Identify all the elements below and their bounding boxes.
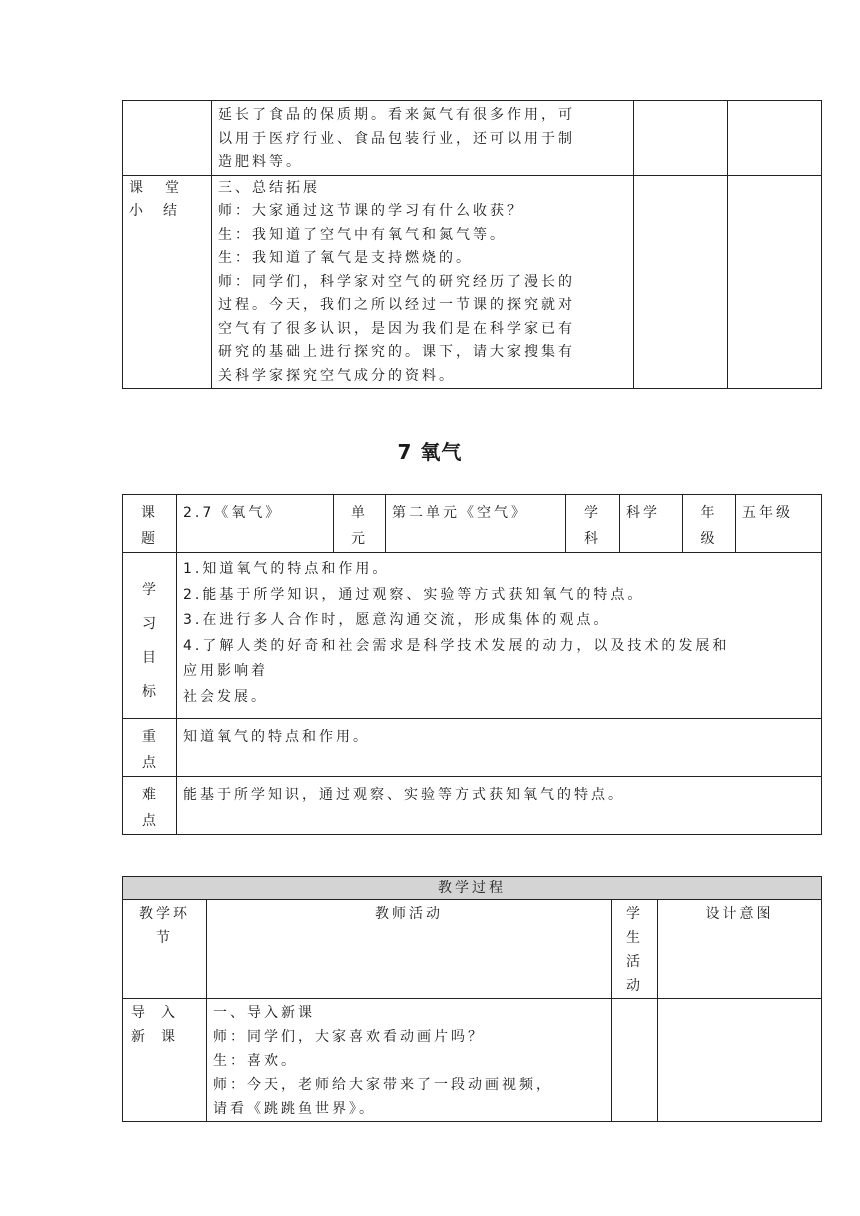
text-line: 师：同学们，科学家对空气的研究经历了漫长的	[218, 273, 575, 290]
process-title	[123, 877, 822, 900]
objective-line: 应用影响着	[183, 663, 268, 679]
header-text: 教师活动	[375, 906, 443, 922]
previous-lesson-table	[122, 100, 822, 389]
difficulty-label	[123, 777, 177, 835]
table-row	[123, 175, 822, 389]
table-row	[123, 999, 822, 1122]
text-line: 以用于医疗行业、食品包装行业，还可以用于制	[218, 130, 575, 147]
objective-line: 3.在进行多人合作时，愿意沟通交流，形成集体的观点。	[183, 612, 611, 628]
header-text: 设计意图	[705, 906, 774, 922]
text-line: 关科学家探究空气成分的资料。	[218, 367, 456, 384]
column-header-row	[123, 900, 822, 999]
stage-cell	[123, 101, 212, 176]
info-row	[123, 495, 822, 553]
subject-label	[566, 495, 620, 553]
text-line: 延长了食品的保质期。看来氮气有很多作用，可	[218, 107, 575, 123]
activity-cell	[207, 999, 612, 1122]
student-activity-header	[612, 900, 658, 999]
value-text: 能基于所学知识，通过观察、实验等方式获知氧气的特点。	[183, 787, 625, 803]
label-text: 年级	[700, 505, 718, 547]
title-text: 教学过程	[438, 880, 506, 896]
text-line: 师：同学们，大家喜欢看动画片吗？	[213, 1029, 485, 1045]
text-line: 生：我知道了氧气是支持燃烧的。	[218, 250, 473, 266]
design-intent-cell	[728, 175, 822, 389]
student-activity-cell	[612, 999, 658, 1122]
label-text: 课题	[141, 505, 158, 547]
student-activity-cell	[634, 101, 728, 176]
unit-value	[386, 495, 566, 553]
text-line: 师：大家通过这节课的学习有什么收获？	[218, 203, 524, 219]
objectives-cell	[177, 553, 822, 719]
subject-value	[620, 495, 683, 553]
grade-value	[736, 495, 822, 553]
text-line: 一、导入新课	[213, 1005, 315, 1021]
objectives-row	[123, 553, 822, 719]
design-intent-cell	[728, 101, 822, 176]
keypoint-row	[123, 719, 822, 777]
text-line: 研究的基础上进行探究的。课下，请大家搜集有	[218, 344, 575, 360]
topic-label	[123, 495, 177, 553]
process-header-row	[123, 877, 822, 900]
teaching-process-table	[122, 876, 822, 1122]
value-text: 第二单元《空气》	[392, 505, 528, 521]
objective-line: 1.知道氧气的特点和作用。	[183, 561, 390, 577]
stage-cell	[123, 999, 207, 1122]
label-text: 单元	[351, 505, 368, 547]
header-text: 学生活动	[626, 906, 643, 994]
stage-cell	[123, 175, 212, 389]
keypoint-value	[177, 719, 822, 777]
text-line: 请看《跳跳鱼世界》。	[213, 1101, 376, 1117]
objectives-label	[123, 553, 177, 719]
value-text: 知道氧气的特点和作用。	[183, 729, 370, 745]
activity-cell	[212, 175, 634, 389]
objective-line: 4.了解人类的好奇和社会需求是科学技术发展的动力，以及技术的发展和	[183, 637, 730, 654]
topic-value	[177, 495, 334, 553]
value-text: 2.7《氧气》	[183, 505, 283, 521]
table-row	[123, 101, 822, 176]
text-line: 造肥料等。	[218, 154, 303, 170]
grade-label	[683, 495, 736, 553]
unit-label	[334, 495, 386, 553]
text-line: 过程。今天，我们之所以经过一节课的探究就对	[218, 297, 575, 313]
objective-line: 2.能基于所学知识，通过观察、实验等方式获知氧气的特点。	[183, 586, 645, 603]
design-intent-cell	[658, 999, 822, 1122]
student-activity-cell	[634, 175, 728, 389]
header-text: 教学环节	[139, 906, 190, 946]
label-text: 重点	[142, 729, 159, 771]
activity-cell	[212, 101, 634, 176]
design-intent-header	[658, 900, 822, 999]
label-text: 学科	[584, 505, 601, 547]
lesson-title: 7 氧气	[397, 440, 463, 464]
difficulty-value	[177, 777, 822, 835]
text-line: 生：喜欢。	[213, 1053, 298, 1069]
keypoint-label	[123, 719, 177, 777]
text-line: 三、总结拓展	[218, 179, 320, 196]
objective-line: 社会发展。	[183, 688, 268, 705]
text-line: 生：我知道了空气中有氧气和氮气等。	[218, 226, 507, 243]
text-line: 空气有了很多认识，是因为我们是在科学家已有	[218, 320, 575, 337]
label-text: 难点	[142, 787, 159, 829]
stage-label: 课堂小结	[129, 179, 199, 219]
value-text: 科学	[626, 505, 660, 521]
stage-header	[123, 900, 207, 999]
text-line: 师：今天，老师给大家带来了一段动画视频，	[213, 1077, 553, 1093]
lesson-info-table	[122, 494, 822, 835]
value-text: 五年级	[742, 505, 793, 521]
difficulty-row	[123, 777, 822, 835]
label-text: 学习目标	[142, 582, 159, 700]
teacher-activity-header	[207, 900, 612, 999]
stage-label: 导入新课	[131, 1005, 191, 1045]
